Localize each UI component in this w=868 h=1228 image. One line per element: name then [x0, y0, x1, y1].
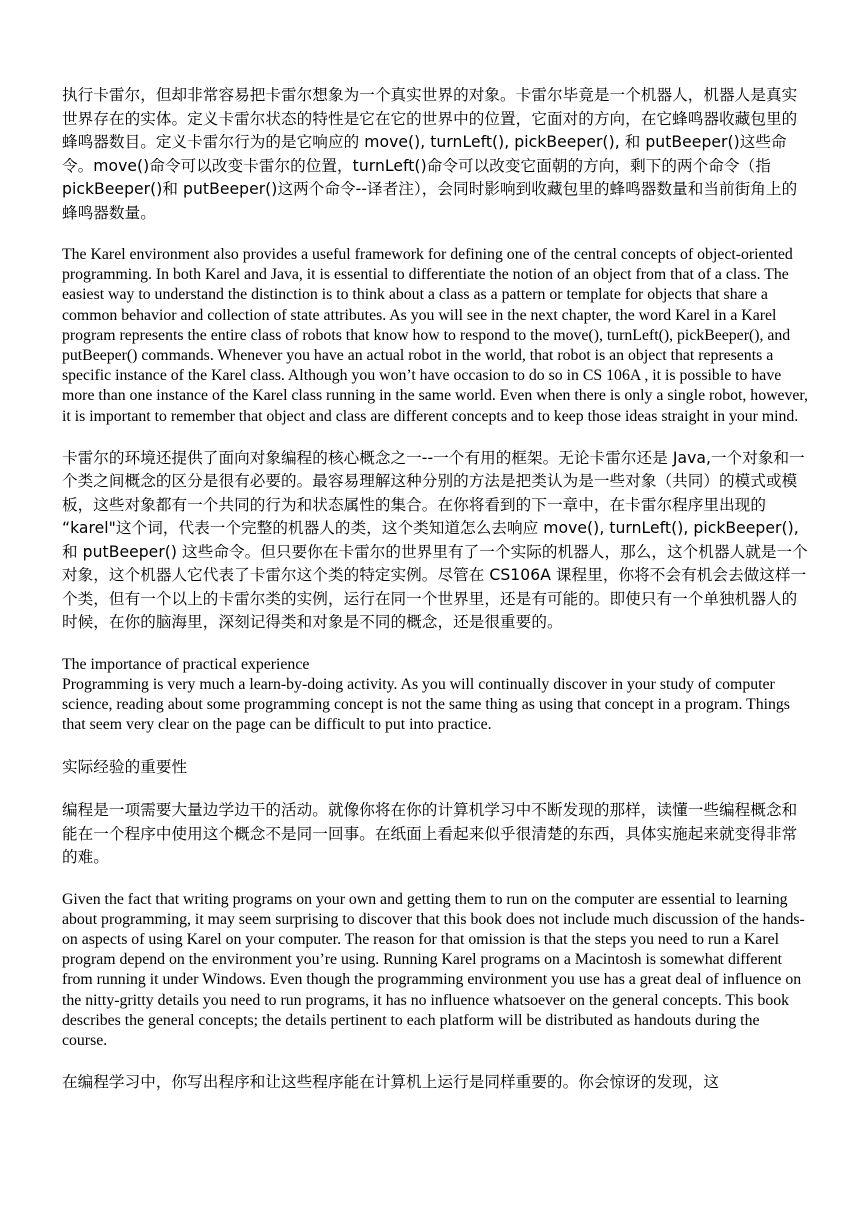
paragraph-zh-hands-on: 在编程学习中，你写出程序和让这些程序能在计算机上运行是同样重要的。你会惊讶的发现，这	[62, 1073, 720, 1092]
paragraph-en-learn-by-doing: Programming is very much a learn-by-doing activity. As you will continually discover in your study of computer science, reading about some programming concept is not the same thing as using that concept in a program. Things that seem very clear on the page can be difficult to put into practice.	[62, 676, 790, 734]
section-practical-experience-en	[62, 655, 808, 736]
paragraph-zh-object-class: 卡雷尔的环境还提供了面向对象编程的核心概念之一--一个有用的框架。无论卡雷尔还是 Java,一个对象和一个类之间概念的区分是很有必要的。最容易理解这种分别的方法是把类认为是一些对象（共同）的模式或模板，这些对象都有一个共同的行为和状态属性的集合。在你将看到的下一章中，在卡雷尔程序里出现的 “karel"这个词，代表一个完整的机器人的类，这个类知道怎么去响应 move(), turnLeft(), pickBeeper(), 和 putBeeper() 这些命令。但只要你在卡雷尔的世界里有了一个实际的机器人，那么，这个机器人就是一个对象，这个机器人它代表了卡雷尔这个类的特定实例。尽管在 CS106A 课程里，你将不会有机会去做这样一个类，但有一个以上的卡雷尔类的实例，运行在同一个世界里，还是有可能的。即使只有一个单独机器人的时候，在你的脑海里，深刻记得类和对象是不同的概念，还是很重要的。	[62, 448, 808, 632]
section-heading-zh: 实际经验的重要性	[62, 757, 188, 776]
document-page	[62, 84, 808, 1115]
paragraph-zh-learn-by-doing: 编程是一项需要大量边学边干的活动。就像你将在你的计算机学习中不断发现的那样，读懂一些编程概念和能在一个程序中使用这个概念不是同一回事。在纸面上看起来似乎很清楚的东西，具体实施起来就变得非常的难。	[62, 801, 798, 867]
paragraph-en-object-class: The Karel environment also provides a useful framework for defining one of the central concepts of object-oriented programming. In both Karel and Java, it is essential to differentiate the notion of an object from that of a class. The easiest way to understand the distinction is to think about a class as a pattern or template for objects that share a common behavior and collection of state attributes. As you will see in the next chapter, the word Karel in a Karel program represents the entire class of robots that know how to respond to the move(), turnLeft(), pickBeeper(), and putBeeper() commands. Whenever you have an actual robot in the world, that robot is an object that represents a specific instance of the Karel class. Although you won’t have occasion to do so in CS 106A , it is possible to have more than one instance of the Karel class running in the same world. Even when there is only a single robot, however, it is important to remember that object and class are different concepts and to keep those ideas straight in your mind.	[62, 246, 808, 425]
paragraph-en-hands-on: Given the fact that writing programs on your own and getting them to run on the computer are essential to learning about programming, it may seem surprising to discover that this book does not include much discussion of the hands-on aspects of using Karel on your computer. The reason for that omission is that the steps you need to run a Karel program depend on the environment you’re using. Running Karel programs on a Macintosh is somewhat different from running it under Windows. Even though the programming environment you use has a great deal of influence on the nitty-gritty details you need to run programs, it has no influence whatsoever on the general concepts. This book describes the general concepts; the details pertinent to each platform will be distributed as handouts during the course.	[62, 890, 805, 1050]
section-heading-en: The importance of practical experience	[62, 655, 310, 673]
paragraph-zh-karel-object: 执行卡雷尔，但却非常容易把卡雷尔想象为一个真实世界的对象。卡雷尔毕竟是一个机器人，机器人是真实世界存在的实体。定义卡雷尔状态的特性是它在它的世界中的位置，它面对的方向，在它蜂鸣器收藏包里的蜂鸣器数目。定义卡雷尔行为的是它响应的 move(), turnLeft(), pickBeeper(), 和 putBeeper()这些命令。move()命令可以改变卡雷尔的位置，turnLeft()命令可以改变它面朝的方向，剩下的两个命令（指 pickBeeper()和 putBeeper()这两个命令--译者注），会同时影响到收藏包里的蜂鸣器数量和当前街角上的蜂鸣器数量。	[62, 86, 798, 222]
